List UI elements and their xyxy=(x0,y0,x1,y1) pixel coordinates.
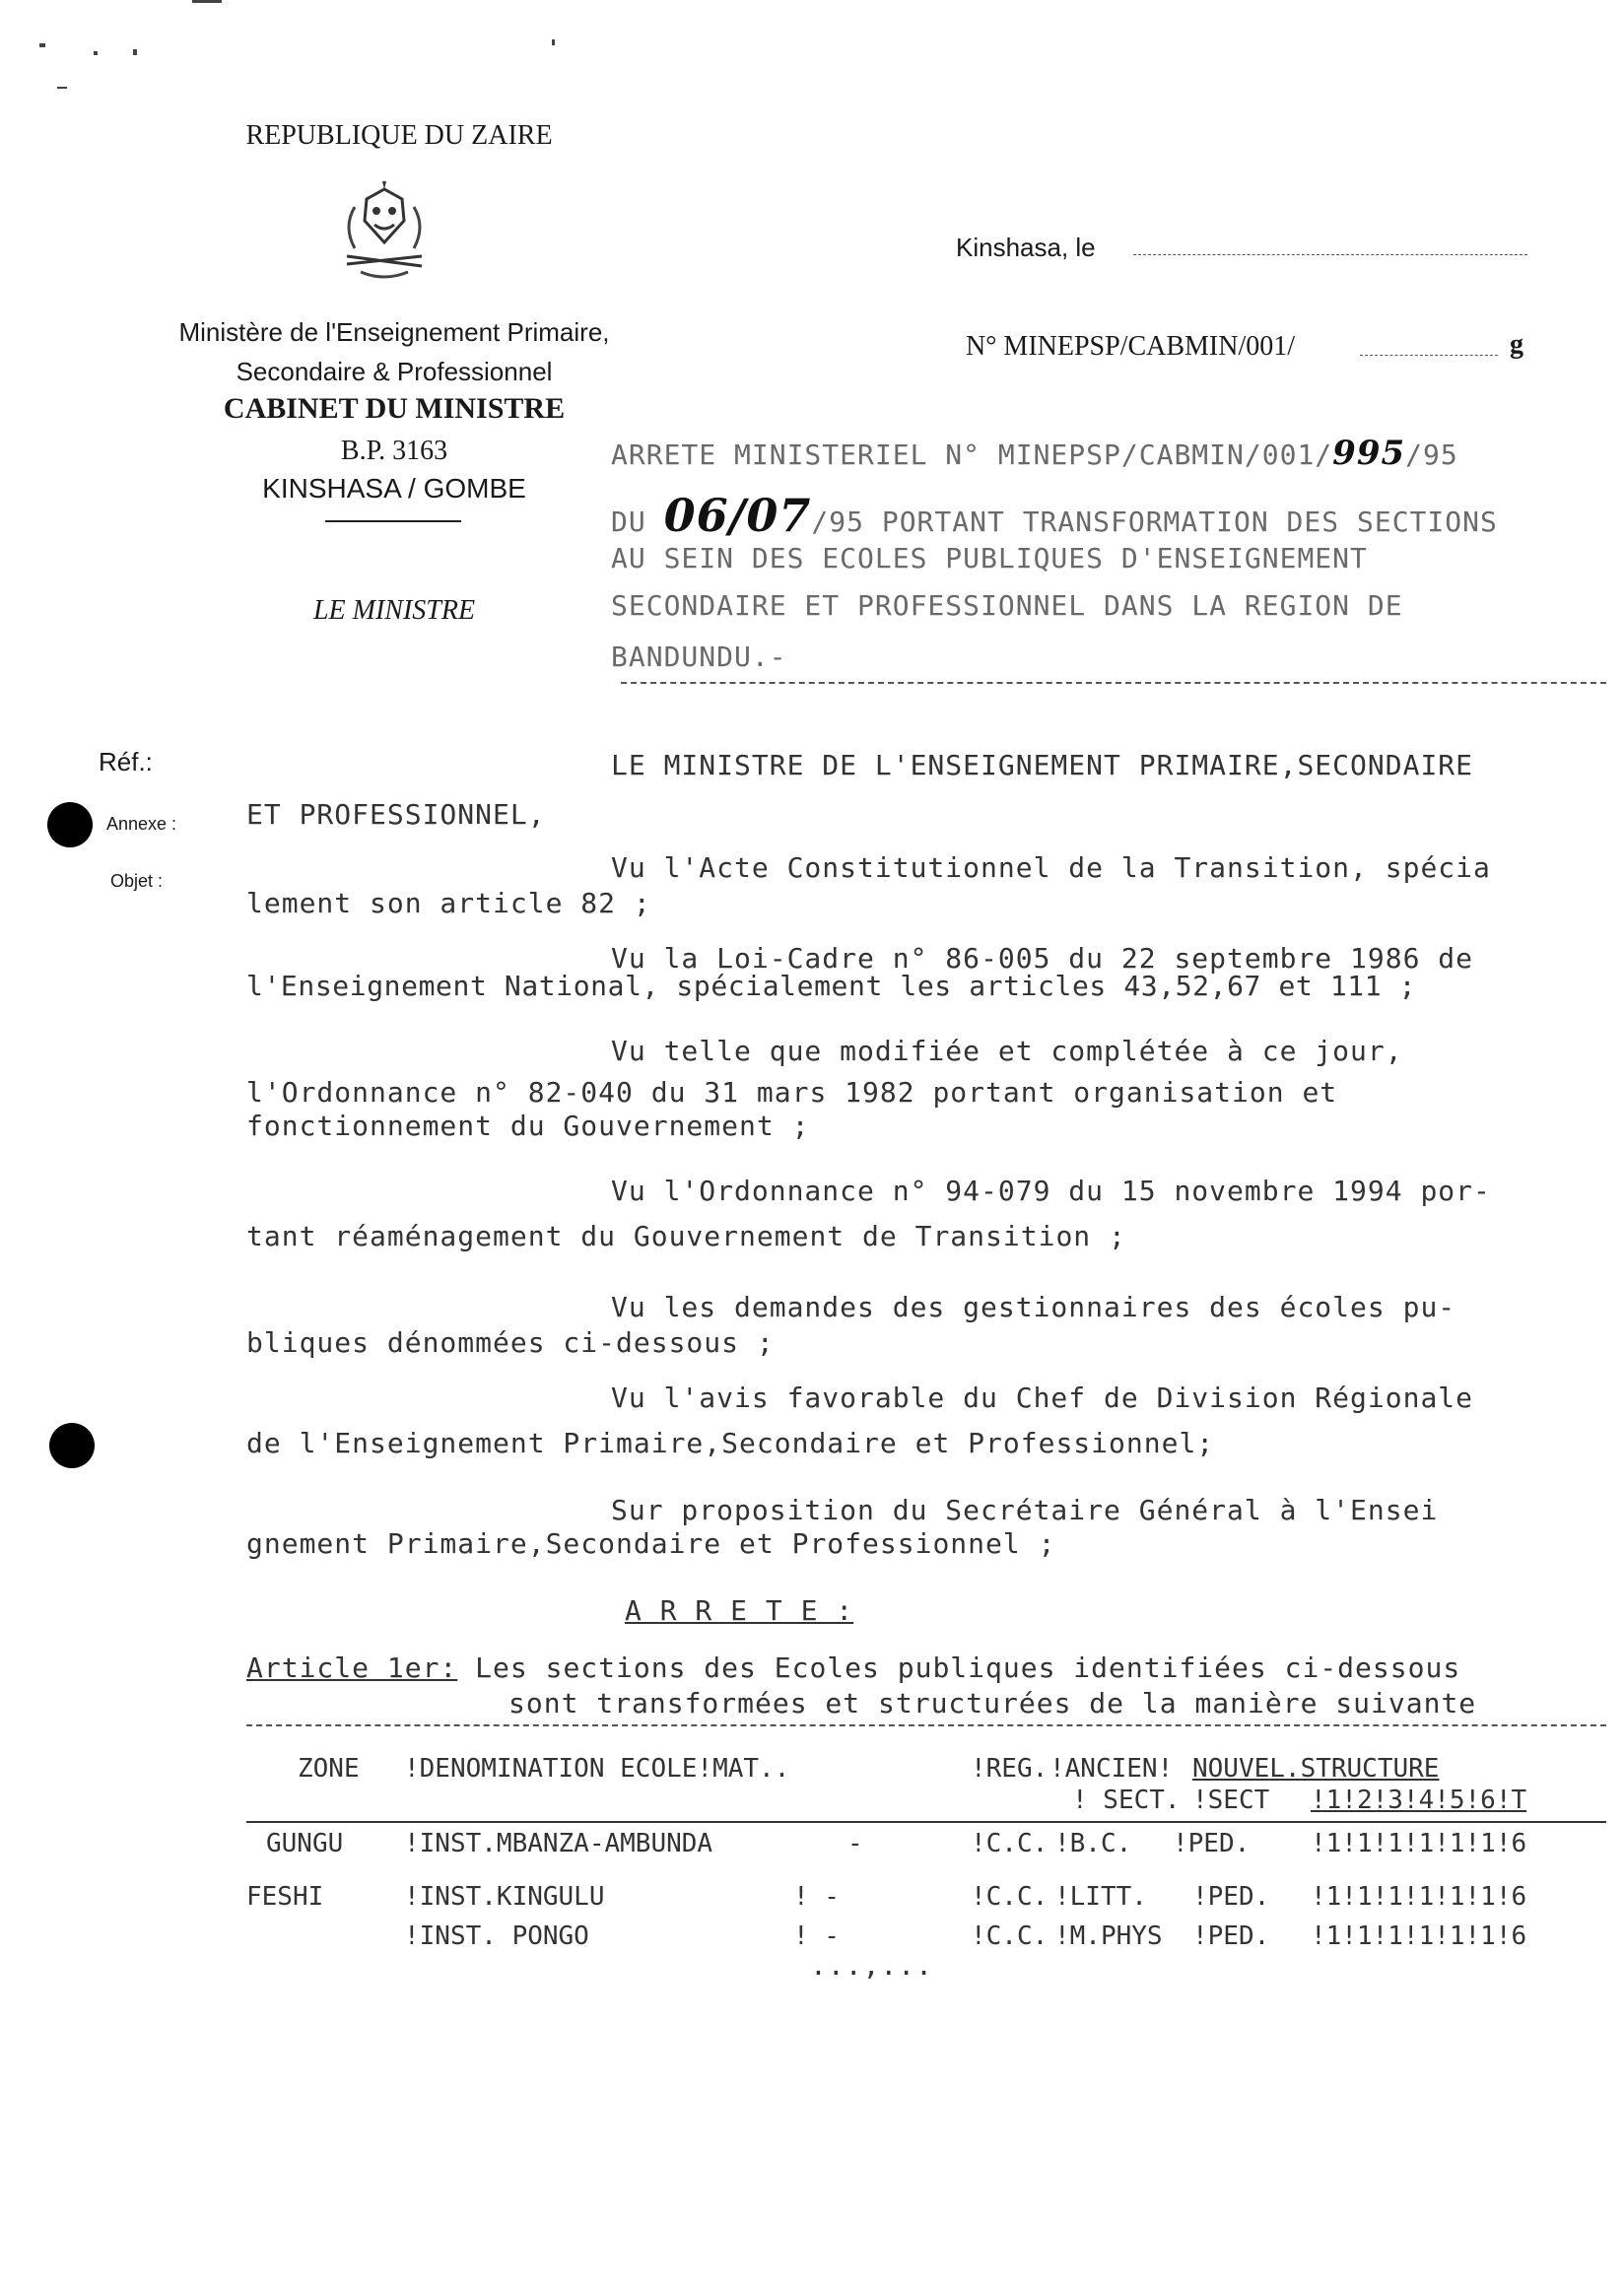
cell-nouvel: !PED. xyxy=(1173,1829,1251,1858)
col-sect-old-header: ! SECT. xyxy=(1072,1786,1181,1815)
city-underline xyxy=(325,520,461,522)
continuation-marker: ...,... xyxy=(810,1949,934,1982)
table-row xyxy=(246,1882,1616,1921)
cell-mat: ! - xyxy=(793,1921,840,1951)
republic-heading: REPUBLIQUE DU ZAIRE xyxy=(245,120,553,151)
table-row xyxy=(246,1829,1616,1868)
vu-3-line-2: l'Ordonnance n° 82-040 du 31 mars 1982 portant organisation et xyxy=(246,1076,1338,1109)
cell-denomination: !INST.KINGULU xyxy=(404,1882,605,1912)
handwritten-number: 995 xyxy=(1332,434,1406,473)
col-nouvel-header: NOUVEL.STRUCTURE xyxy=(1192,1754,1440,1784)
article-1-line-2: sont transformées et structurées de la manière suivante xyxy=(508,1687,1477,1719)
cell-mat: ! - xyxy=(793,1882,840,1912)
title-line-2 xyxy=(611,489,1498,542)
place-date-label: Kinshasa, le xyxy=(956,233,1096,262)
scan-speck xyxy=(57,87,67,89)
handwritten-date: 06/07 xyxy=(663,489,812,542)
article-1-text: Les sections des Ecoles publiques identifiées ci-dessous xyxy=(475,1652,1461,1684)
objet-label: Objet : xyxy=(110,871,164,891)
table-top-separator xyxy=(246,1724,1606,1726)
vu-1-line-1: Vu l'Acte Constitutionnel de la Transition, spécia xyxy=(611,851,1491,884)
coat-of-arms-icon xyxy=(325,177,443,286)
punch-hole-icon xyxy=(47,802,93,847)
col-ancien-header: !ANCIEN! xyxy=(1049,1754,1174,1784)
opening-line-1: LE MINISTRE DE L'ENSEIGNEMENT PRIMAIRE,SECONDAIRE xyxy=(611,749,1474,781)
cell-ancien: !LITT. xyxy=(1054,1882,1147,1912)
scan-speck xyxy=(133,49,137,55)
col-classes-header: !1!2!3!4!5!6!T xyxy=(1311,1786,1527,1815)
article-1-label: Article 1er: xyxy=(246,1652,458,1684)
cell-denomination: !INST.MBANZA-AMBUNDA xyxy=(404,1829,713,1858)
vu-5-line-2: bliques dénommées ci-dessous ; xyxy=(246,1326,775,1359)
scan-speck xyxy=(94,51,98,55)
city-line: KINSHASA / GOMBE xyxy=(262,473,526,504)
cell-ancien: !M.PHYS xyxy=(1054,1921,1163,1951)
title-line-2-prefix: DU xyxy=(611,506,646,538)
reference-number: N° MINEPSP/CABMIN/001/ xyxy=(966,331,1296,362)
vu-5-line-1: Vu les demandes des gestionnaires des écoles pu- xyxy=(611,1291,1456,1323)
cell-zone: FESHI xyxy=(246,1882,324,1912)
cabinet-heading: CABINET DU MINISTRE xyxy=(223,392,566,425)
punch-hole-icon xyxy=(49,1423,95,1468)
opening-line-2: ET PROFESSIONNEL, xyxy=(246,798,546,831)
po-box: B.P. 3163 xyxy=(340,436,448,466)
reference-blank-line xyxy=(1360,355,1498,356)
cell-ancien: !B.C. xyxy=(1054,1829,1132,1858)
vu-7-line-1: Sur proposition du Secrétaire Général à l'Ensei xyxy=(611,1494,1439,1526)
cell-classes: !1!1!1!1!1!1!6 xyxy=(1311,1921,1527,1951)
sections-table xyxy=(246,1754,1616,1961)
col-zone-header: ZONE xyxy=(298,1754,360,1784)
vu-4-line-1: Vu l'Ordonnance n° 94-079 du 15 novembre 1994 por- xyxy=(611,1175,1491,1207)
cell-classes: !1!1!1!1!1!1!6 xyxy=(1311,1829,1527,1858)
title-line-3: AU SEIN DES ECOLES PUBLIQUES D'ENSEIGNEMENT xyxy=(611,542,1368,574)
article-1-line-1 xyxy=(246,1652,1460,1684)
date-blank-line xyxy=(1133,254,1527,255)
cell-denomination: !INST. PONGO xyxy=(404,1921,589,1951)
cell-classes: !1!1!1!1!1!1!6 xyxy=(1311,1882,1527,1912)
vu-6-line-1: Vu l'avis favorable du Chef de Division Régionale xyxy=(611,1382,1474,1414)
reference-suffix: g xyxy=(1510,329,1523,360)
vu-2-line-1: Vu la Loi-Cadre n° 86-005 du 22 septembre 1986 de xyxy=(611,942,1474,975)
vu-3-line-1: Vu telle que modifiée et complétée à ce jour, xyxy=(611,1035,1403,1067)
col-sect-new-header: !SECT xyxy=(1192,1786,1270,1815)
vu-3-line-3: fonctionnement du Gouvernement ; xyxy=(246,1110,810,1142)
cell-reg: !C.C. xyxy=(971,1921,1049,1951)
arrete-heading: A R R E T E : xyxy=(625,1594,854,1627)
cell-reg: !C.C. xyxy=(971,1882,1049,1912)
ref-label: Réf.: xyxy=(99,747,153,776)
scan-speck xyxy=(39,43,45,47)
vu-6-line-2: de l'Enseignement Primaire,Secondaire et Professionnel; xyxy=(246,1427,1215,1459)
table-subheader-row xyxy=(246,1786,1616,1819)
col-reg-header: !REG. xyxy=(971,1754,1049,1784)
ministry-line-2: Secondaire & Professionnel xyxy=(236,357,553,386)
title-line-2-text: /95 PORTANT TRANSFORMATION DES SECTIONS xyxy=(811,506,1498,538)
annexe-label: Annexe : xyxy=(106,814,177,834)
title-line-1-suffix: /95 xyxy=(1405,438,1458,471)
cell-nouvel: !PED. xyxy=(1192,1882,1270,1912)
title-line-1-text: ARRETE MINISTERIEL N° MINEPSP/CABMIN/001/ xyxy=(611,438,1333,471)
vu-7-line-2: gnement Primaire,Secondaire et Professionnel ; xyxy=(246,1527,1056,1560)
title-line-1 xyxy=(611,434,1458,473)
cell-nouvel: !PED. xyxy=(1192,1921,1270,1951)
cell-reg: !C.C. xyxy=(971,1829,1049,1858)
ministry-line-1: Ministère de l'Enseignement Primaire, xyxy=(178,317,610,347)
title-separator xyxy=(621,682,1606,684)
title-line-4: SECONDAIRE ET PROFESSIONNEL DANS LA REGION DE xyxy=(611,589,1403,622)
scan-speck xyxy=(552,39,555,45)
minister-label: LE MINISTRE xyxy=(312,595,476,626)
table-header-rule xyxy=(246,1821,1606,1823)
title-line-5: BANDUNDU.- xyxy=(611,640,787,673)
vu-4-line-2: tant réaménagement du Gouvernement de Transition ; xyxy=(246,1220,1126,1252)
cell-zone: GUNGU xyxy=(266,1829,344,1858)
cell-mat: - xyxy=(847,1829,863,1858)
scan-speck xyxy=(192,0,222,3)
col-denomination-header: !DENOMINATION ECOLE!MAT.. xyxy=(404,1754,790,1784)
vu-2-line-2: l'Enseignement National, spécialement les articles 43,52,67 et 111 ; xyxy=(246,970,1417,1002)
vu-1-line-2: lement son article 82 ; xyxy=(246,887,651,919)
